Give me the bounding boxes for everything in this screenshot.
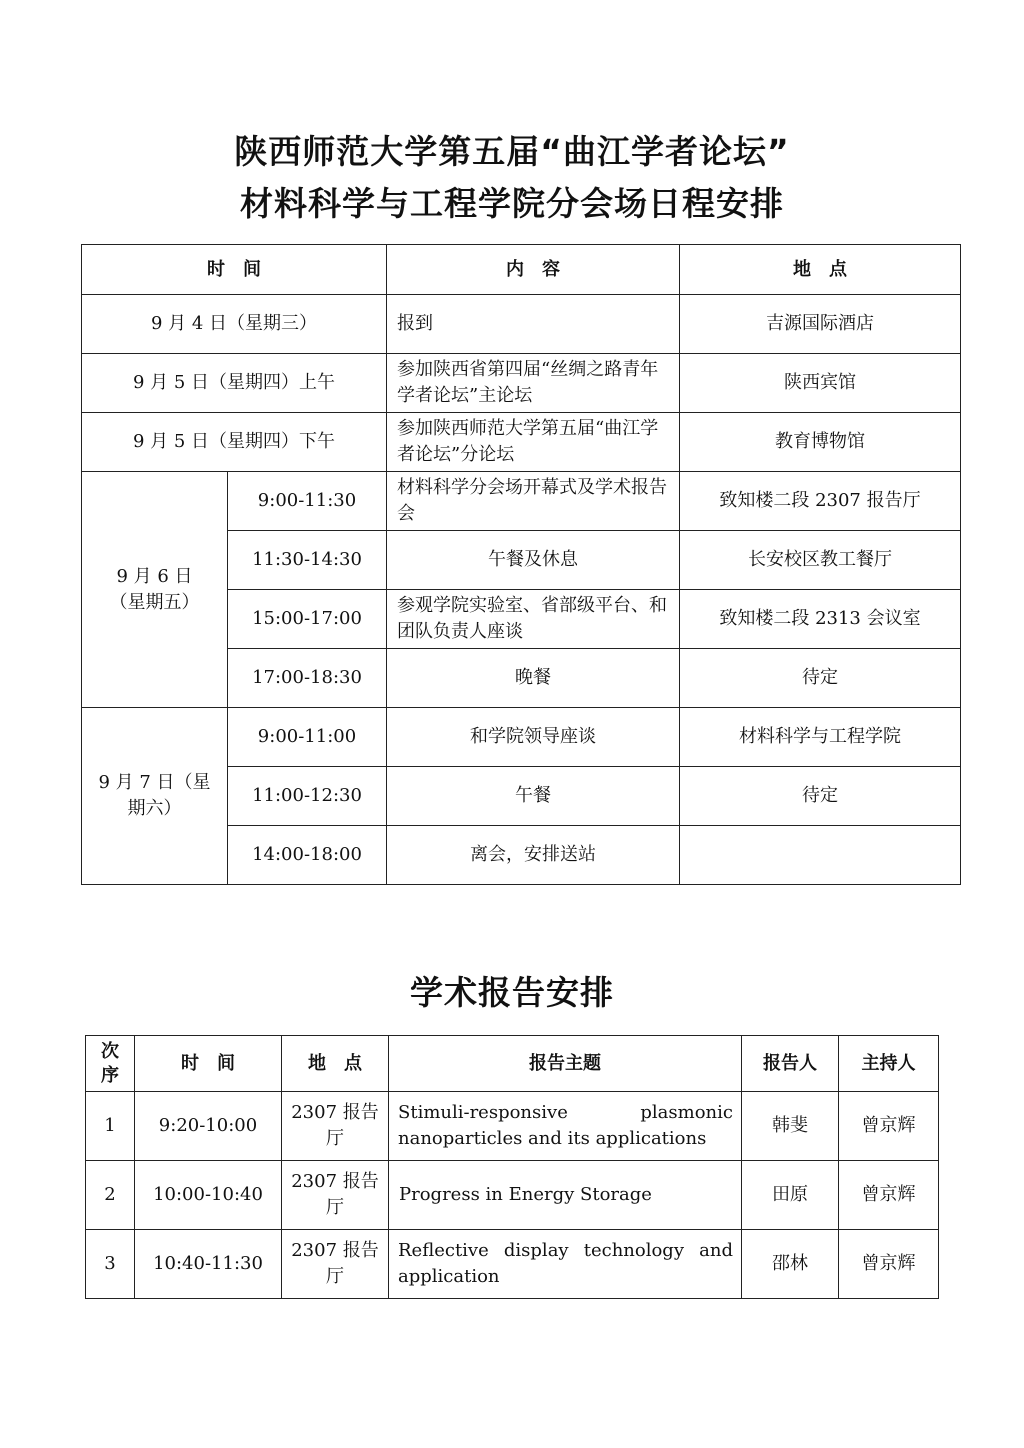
- slot-time: 11:00-12:30: [228, 767, 387, 826]
- slot-content: 材料科学分会场开幕式及学术报告会: [387, 472, 680, 531]
- header-time: 时 间: [135, 1036, 282, 1092]
- slot-place: 材料科学与工程学院: [680, 708, 961, 767]
- schedule-table: [81, 244, 961, 885]
- header-place: 地 点: [282, 1036, 389, 1092]
- table-row: [82, 413, 961, 472]
- talk-topic: Stimuli-responsive plasmonic nanoparticles and its applications: [389, 1092, 742, 1161]
- table-row: [86, 1161, 939, 1230]
- slot-content: 午餐及休息: [387, 531, 680, 590]
- talk-place: 2307 报告厅: [282, 1161, 389, 1230]
- talks-table: [85, 1035, 939, 1299]
- talk-host: 曾京辉: [839, 1161, 939, 1230]
- slot-content: 午餐: [387, 767, 680, 826]
- talk-no: 1: [86, 1092, 135, 1161]
- slot-time: 9:00-11:00: [228, 708, 387, 767]
- slot-content: 参观学院实验室、省部级平台、和团队负责人座谈: [387, 590, 680, 649]
- row-place: 教育博物馆: [680, 413, 961, 472]
- talk-topic: Progress in Energy Storage: [389, 1161, 742, 1230]
- talk-host: 曾京辉: [839, 1092, 939, 1161]
- page-title-line-2: 材料科学与工程学院分会场日程安排: [240, 184, 784, 223]
- slot-content: 和学院领导座谈: [387, 708, 680, 767]
- table-row: [82, 708, 961, 767]
- day-date-cell: 9 月 7 日（星期六）: [82, 708, 228, 885]
- talk-topic: Reflective display technology and application: [389, 1230, 742, 1299]
- row-place: 陕西宾馆: [680, 354, 961, 413]
- talk-no: 3: [86, 1230, 135, 1299]
- header-place: 地 点: [680, 245, 961, 295]
- table-row: [86, 1092, 939, 1161]
- slot-place: 致知楼二段 2307 报告厅: [680, 472, 961, 531]
- header-topic: 报告主题: [389, 1036, 742, 1092]
- row-content: 报到: [387, 295, 680, 354]
- talk-speaker: 邵林: [742, 1230, 839, 1299]
- slot-time: 17:00-18:30: [228, 649, 387, 708]
- slot-place: 待定: [680, 649, 961, 708]
- day-date-cell: 9 月 6 日 （星期五）: [82, 472, 228, 708]
- talk-speaker: 韩斐: [742, 1092, 839, 1161]
- slot-place: [680, 826, 961, 885]
- header-time: 时 间: [82, 245, 387, 295]
- table-row: [82, 354, 961, 413]
- header-content: 内 容: [387, 245, 680, 295]
- row-content: 参加陕西省第四届“丝绸之路青年学者论坛”主论坛: [387, 354, 680, 413]
- talk-time: 10:40-11:30: [135, 1230, 282, 1299]
- header-host: 主持人: [839, 1036, 939, 1092]
- row-time: 9 月 4 日（星期三）: [82, 295, 387, 354]
- slot-place: 待定: [680, 767, 961, 826]
- slot-content: 离会，安排送站: [387, 826, 680, 885]
- talk-host: 曾京辉: [839, 1230, 939, 1299]
- slot-time: 15:00-17:00: [228, 590, 387, 649]
- talk-no: 2: [86, 1161, 135, 1230]
- row-time: 9 月 5 日（星期四）上午: [82, 354, 387, 413]
- slot-content: 晚餐: [387, 649, 680, 708]
- row-place: 吉源国际酒店: [680, 295, 961, 354]
- talk-place: 2307 报告厅: [282, 1092, 389, 1161]
- slot-time: 9:00-11:30: [228, 472, 387, 531]
- schedule-header-row: [82, 245, 961, 295]
- talk-time: 10:00-10:40: [135, 1161, 282, 1230]
- talk-speaker: 田原: [742, 1161, 839, 1230]
- page-title-line-1: 陕西师范大学第五届“曲江学者论坛”: [234, 132, 790, 171]
- header-speaker: 报告人: [742, 1036, 839, 1092]
- table-row: [86, 1230, 939, 1299]
- row-time: 9 月 5 日（星期四）下午: [82, 413, 387, 472]
- slot-place: 长安校区教工餐厅: [680, 531, 961, 590]
- header-order: 次序: [86, 1036, 135, 1092]
- talk-place: 2307 报告厅: [282, 1230, 389, 1299]
- slot-time: 14:00-18:00: [228, 826, 387, 885]
- talk-time: 9:20-10:00: [135, 1092, 282, 1161]
- talks-header-row: [86, 1036, 939, 1092]
- slot-time: 11:30-14:30: [228, 531, 387, 590]
- row-content: 参加陕西师范大学第五届“曲江学者论坛”分论坛: [387, 413, 680, 472]
- slot-place: 致知楼二段 2313 会议室: [680, 590, 961, 649]
- table-row: [82, 295, 961, 354]
- table-row: [82, 472, 961, 531]
- talks-section-title: 学术报告安排: [410, 973, 614, 1012]
